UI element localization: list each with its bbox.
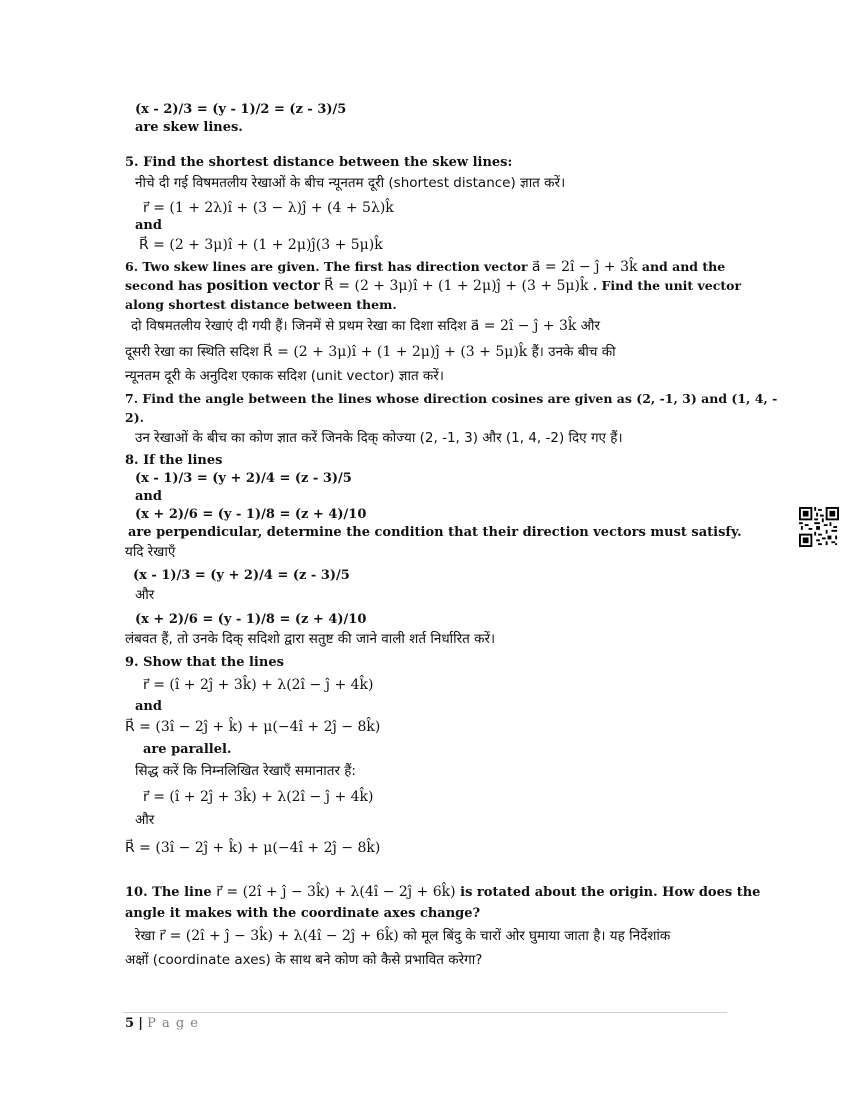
- q8-text: are perpendicular, determine the condition that their direction vectors must satisfy.: [128, 525, 742, 540]
- q6-line-3: along shortest distance between them.: [125, 297, 397, 312]
- q10-hindi-1: [135, 928, 670, 945]
- q10-hindi-equation: r⃗ = (2î + ĵ − 3k̂) + λ(4î − 2ĵ + 6k̂): [159, 928, 399, 944]
- q6-vector-R: R⃗ = (2 + 3μ)î + (1 + 2μ)ĵ + (3 + 5μ)k̂: [324, 278, 589, 294]
- q8-hindi-if: यदि रेखाएँ: [125, 544, 176, 560]
- q10-hindi-2: अक्षों (coordinate axes) के साथ बने कोण को कैसे प्रभावित करेगा?: [125, 952, 483, 968]
- q10-hindi-1a: रेखा: [135, 928, 156, 944]
- q9-equation-1: r⃗ = (î + 2ĵ + 3k̂) + λ(2î − ĵ + 4k̂): [143, 677, 374, 693]
- q6-line-1: [125, 259, 725, 275]
- q8-title: 8. If the lines: [125, 453, 223, 468]
- q8-hindi-equation-1: (x - 1)/3 = (y + 2)/4 = (z - 3)/5: [133, 568, 350, 583]
- q6-hindi-vector-a: a⃗ = 2î − ĵ + 3k̂: [470, 318, 577, 334]
- q6-hindi-1b: और: [580, 318, 600, 334]
- q10-text-1b: is rotated about the origin. How does the: [460, 885, 761, 900]
- q9-hindi: सिद्ध करें कि निम्नलिखित रेखाएँ समानातर हैं:: [135, 763, 356, 779]
- q7-line-2: 2).: [125, 410, 144, 425]
- q6-text-2b: . Find the unit vector: [592, 278, 742, 293]
- q9-and: and: [135, 699, 162, 714]
- q7-hindi: उन रेखाओं के बीच का कोण ज्ञात करें जिनके दिक् कोज्या (2, -1, 3) और (1, 4, -2) दिए गए हैं।: [135, 430, 623, 446]
- page-separator: |: [138, 1016, 143, 1031]
- q10-text-1a: 10. The line: [125, 885, 212, 900]
- q10-hindi-1b: को मूल बिंदु के चारों ओर घुमाया जाता है। यह निर्देशांक: [403, 928, 671, 944]
- q9-hindi-equation-2: R⃗ = (3î − 2ĵ + k̂) + μ(−4î + 2ĵ − 8k̂): [125, 840, 381, 856]
- q9-text: are parallel.: [143, 742, 232, 757]
- q6-hindi-1a: दो विषमतलीय रेखाएं दी गयी हैं। जिनमें से प्रथम रेखा का दिशा सदिश: [131, 318, 467, 334]
- q10-equation: r⃗ = (2î + ĵ − 3k̂) + λ(4î − 2ĵ + 6k̂): [216, 884, 456, 900]
- q6-position-vector: position vector: [206, 278, 320, 294]
- q8-equation-1: (x - 1)/3 = (y + 2)/4 = (z - 3)/5: [135, 471, 352, 486]
- q9-equation-2: R⃗ = (3î − 2ĵ + k̂) + μ(−4î + 2ĵ − 8k̂): [125, 719, 381, 735]
- q8-hindi-equation-2: (x + 2)/6 = (y - 1)/8 = (z + 4)/10: [135, 612, 367, 627]
- q8-and: and: [135, 489, 162, 504]
- q9-hindi-equation-1: r⃗ = (î + 2ĵ + 3k̂) + λ(2î − ĵ + 4k̂): [143, 789, 374, 805]
- q5-and: and: [135, 218, 162, 233]
- q10-line-2: angle it makes with the coordinate axes change?: [125, 906, 481, 921]
- q6-text-2a: second has: [125, 278, 203, 293]
- q6-hindi-1: [131, 318, 600, 335]
- q6-hindi-vector-R: R⃗ = (2 + 3μ)î + (1 + 2μ)ĵ + (3 + 5μ)k̂: [262, 344, 528, 360]
- q7-line-1: 7. Find the angle between the lines whose direction cosines are given as (2, -1, 3) and (1, 4, -: [125, 391, 778, 406]
- q6-hindi-2a: दूसरी रेखा का स्थिति सदिश: [125, 344, 259, 360]
- q6-hindi-2: [125, 344, 616, 361]
- qr-code-icon: [799, 507, 839, 547]
- q4-text: are skew lines.: [135, 120, 243, 135]
- q5-hindi: नीचे दी गई विषमतलीय रेखाओं के बीच न्यूनतम दूरी (shortest distance) ज्ञात करें।: [135, 175, 566, 191]
- q5-equation-1: r⃗ = (1 + 2λ)î + (3 − λ)ĵ + (4 + 5λ)k̂: [143, 200, 394, 216]
- page-footer: [125, 1017, 199, 1032]
- q6-hindi-2b: हैं। उनके बीच की: [531, 344, 616, 360]
- q6-text-1b: and and the: [641, 259, 726, 274]
- q9-hindi-and: और: [135, 812, 155, 828]
- q5-equation-2: R⃗ = (2 + 3μ)î + (1 + 2μ)ĵ(3 + 5μ)k̂: [139, 237, 383, 253]
- q4-equation: (x - 2)/3 = (y - 1)/2 = (z - 3)/5: [135, 102, 347, 117]
- q5-title: 5. Find the shortest distance between the skew lines:: [125, 155, 513, 170]
- page-number: 5: [125, 1016, 135, 1031]
- q6-vector-a: a⃗ = 2î − ĵ + 3k̂: [531, 259, 638, 275]
- q8-equation-2: (x + 2)/6 = (y - 1)/8 = (z + 4)/10: [135, 507, 367, 522]
- q6-hindi-3: न्यूनतम दूरी के अनुदिश एकाक सदिश (unit vector) ज्ञात करें।: [125, 368, 444, 384]
- q9-title: 9. Show that the lines: [125, 655, 284, 670]
- q8-hindi-and: और: [135, 587, 155, 603]
- q6-text-1a: 6. Two skew lines are given. The first has direction vector: [125, 259, 528, 274]
- q6-line-2: [125, 278, 741, 295]
- q8-hindi-text: लंबवत हैं, तो उनके दिक् सदिशो द्वारा सतुष्ट की जाने वाली शर्त निर्धारित करें।: [125, 631, 496, 647]
- q10-line-1: [125, 884, 760, 901]
- footer-rule: [123, 1012, 727, 1013]
- page-label: P a g e: [147, 1016, 199, 1031]
